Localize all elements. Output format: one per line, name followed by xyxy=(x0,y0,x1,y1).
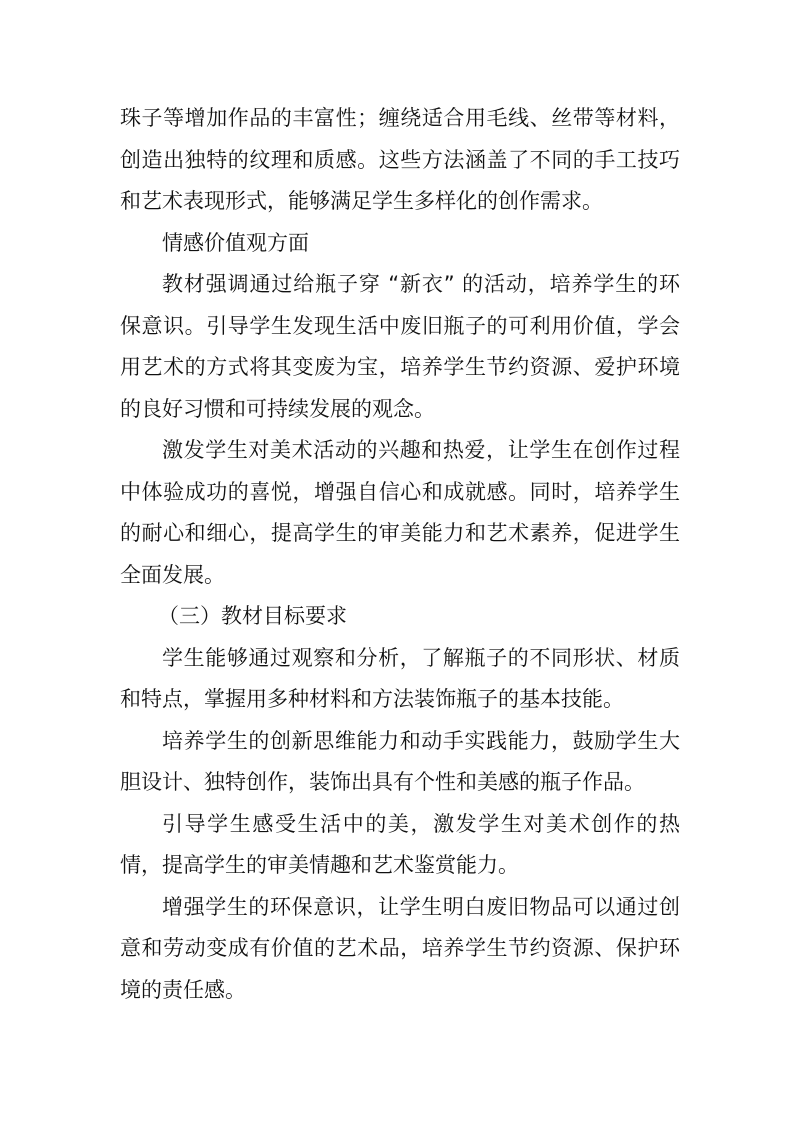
paragraph-goal-aesthetics: 引导学生感受生活中的美，激发学生对美术创作的热情，提高学生的审美情趣和艺术鉴赏能力。 xyxy=(120,811,680,877)
paragraph-continued: 珠子等增加作品的丰富性；缠绕适合用毛线、丝带等材料，创造出独特的纹理和质感。这些方法涵盖了不同的手工技巧和艺术表现形式，能够满足学生多样化的创作需求。 xyxy=(120,106,680,213)
document-body xyxy=(120,98,680,1011)
paragraph-goal-creativity: 培养学生的创新思维能力和动手实践能力，鼓励学生大胆设计、独特创作，装饰出具有个性和美感的瓶子作品。 xyxy=(120,728,680,794)
paragraph-goal-environment: 增强学生的环保意识，让学生明白废旧物品可以通过创意和劳动变成有价值的艺术品，培养学生节约资源、保护环境的责任感。 xyxy=(120,894,680,1002)
paragraph-interest-and-confidence: 激发学生对美术活动的兴趣和热爱，让学生在创作过程中体验成功的喜悦，增强自信心和成就感。同时，培养学生的耐心和细心，提高学生的审美能力和艺术素养，促进学生全面发展。 xyxy=(120,438,680,587)
section-heading-emotional-values: 情感价值观方面 xyxy=(162,230,309,255)
section-heading-teaching-goals: （三）教材目标要求 xyxy=(158,604,347,628)
paragraph-goal-observation: 学生能够通过观察和分析，了解瓶子的不同形状、材质和特点，掌握用多种材料和方法装饰瓶子的基本技能。 xyxy=(120,645,680,711)
paragraph-environmental-awareness: 教材强调通过给瓶子穿 “新衣” 的活动，培养学生的环保意识。引导学生发现生活中废旧瓶子的可利用价值，学会用艺术的方式将其变废为宝，培养学生节约资源、爱护环境的良好习惯和可持续发展的观念。 xyxy=(120,272,680,421)
